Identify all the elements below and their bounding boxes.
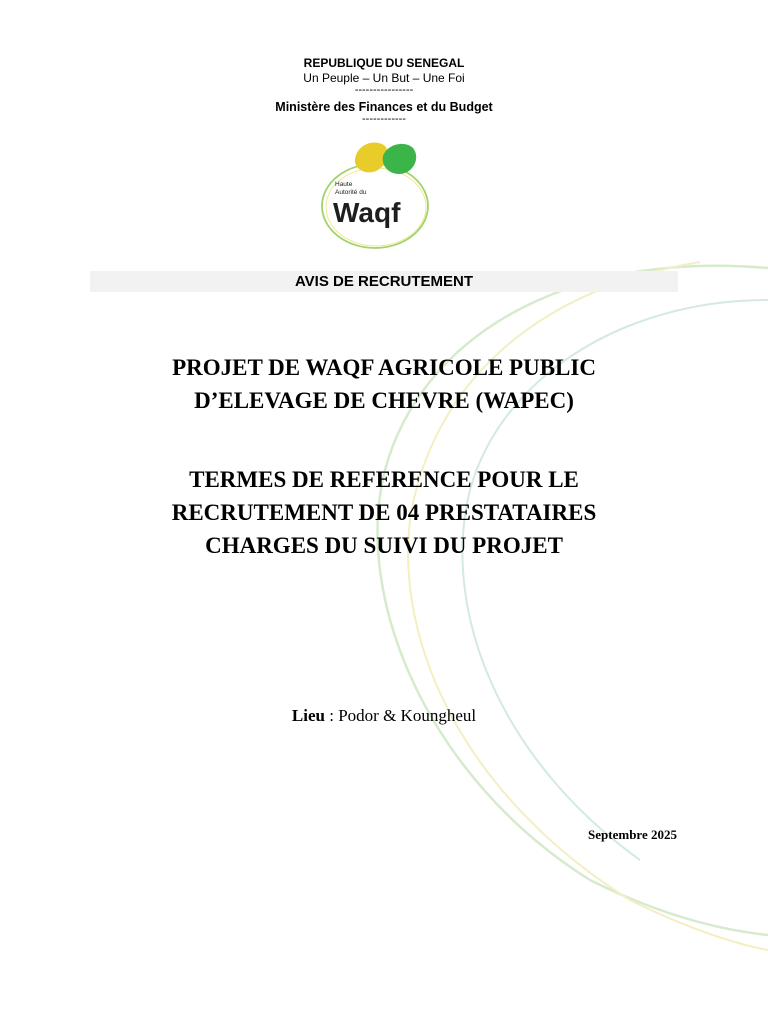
- terms-title: [90, 463, 678, 562]
- announcement-banner: AVIS DE RECRUTEMENT: [90, 271, 678, 292]
- location-label: Lieu: [291, 706, 325, 725]
- ministry-name: Ministère des Finances et du Budget: [275, 100, 493, 114]
- terms-title-line: RECRUTEMENT DE 04 PRESTATAIRES: [171, 500, 597, 525]
- project-title-line: PROJET DE WAQF AGRICOLE PUBLIC: [172, 355, 596, 380]
- project-title-line: D’ELEVAGE DE CHEVRE (WAPEC): [194, 388, 574, 413]
- country-name: REPUBLIQUE DU SENEGAL: [303, 56, 465, 70]
- logo-text-line1: Haute: [335, 181, 353, 188]
- location-line: [0, 706, 768, 726]
- location-value: Podor & Koungheul: [338, 706, 477, 725]
- terms-title-line: CHARGES DU SUIVI DU PROJET: [205, 533, 563, 558]
- logo-wordmark: Waqf: [333, 197, 401, 228]
- national-motto: Un Peuple – Un But – Une Foi: [303, 71, 465, 85]
- header-separator: ------------: [362, 113, 406, 125]
- header-separator: ----------------: [354, 84, 414, 96]
- project-title: [90, 351, 678, 417]
- logo-green-leaf: [383, 144, 416, 174]
- waqf-logo: [313, 134, 439, 252]
- logo-text-line2: Autorité du: [335, 189, 367, 196]
- terms-title-line: TERMES DE REFERENCE POUR LE: [189, 467, 579, 492]
- document-date: Septembre 2025: [588, 827, 677, 842]
- location-separator: :: [324, 706, 339, 725]
